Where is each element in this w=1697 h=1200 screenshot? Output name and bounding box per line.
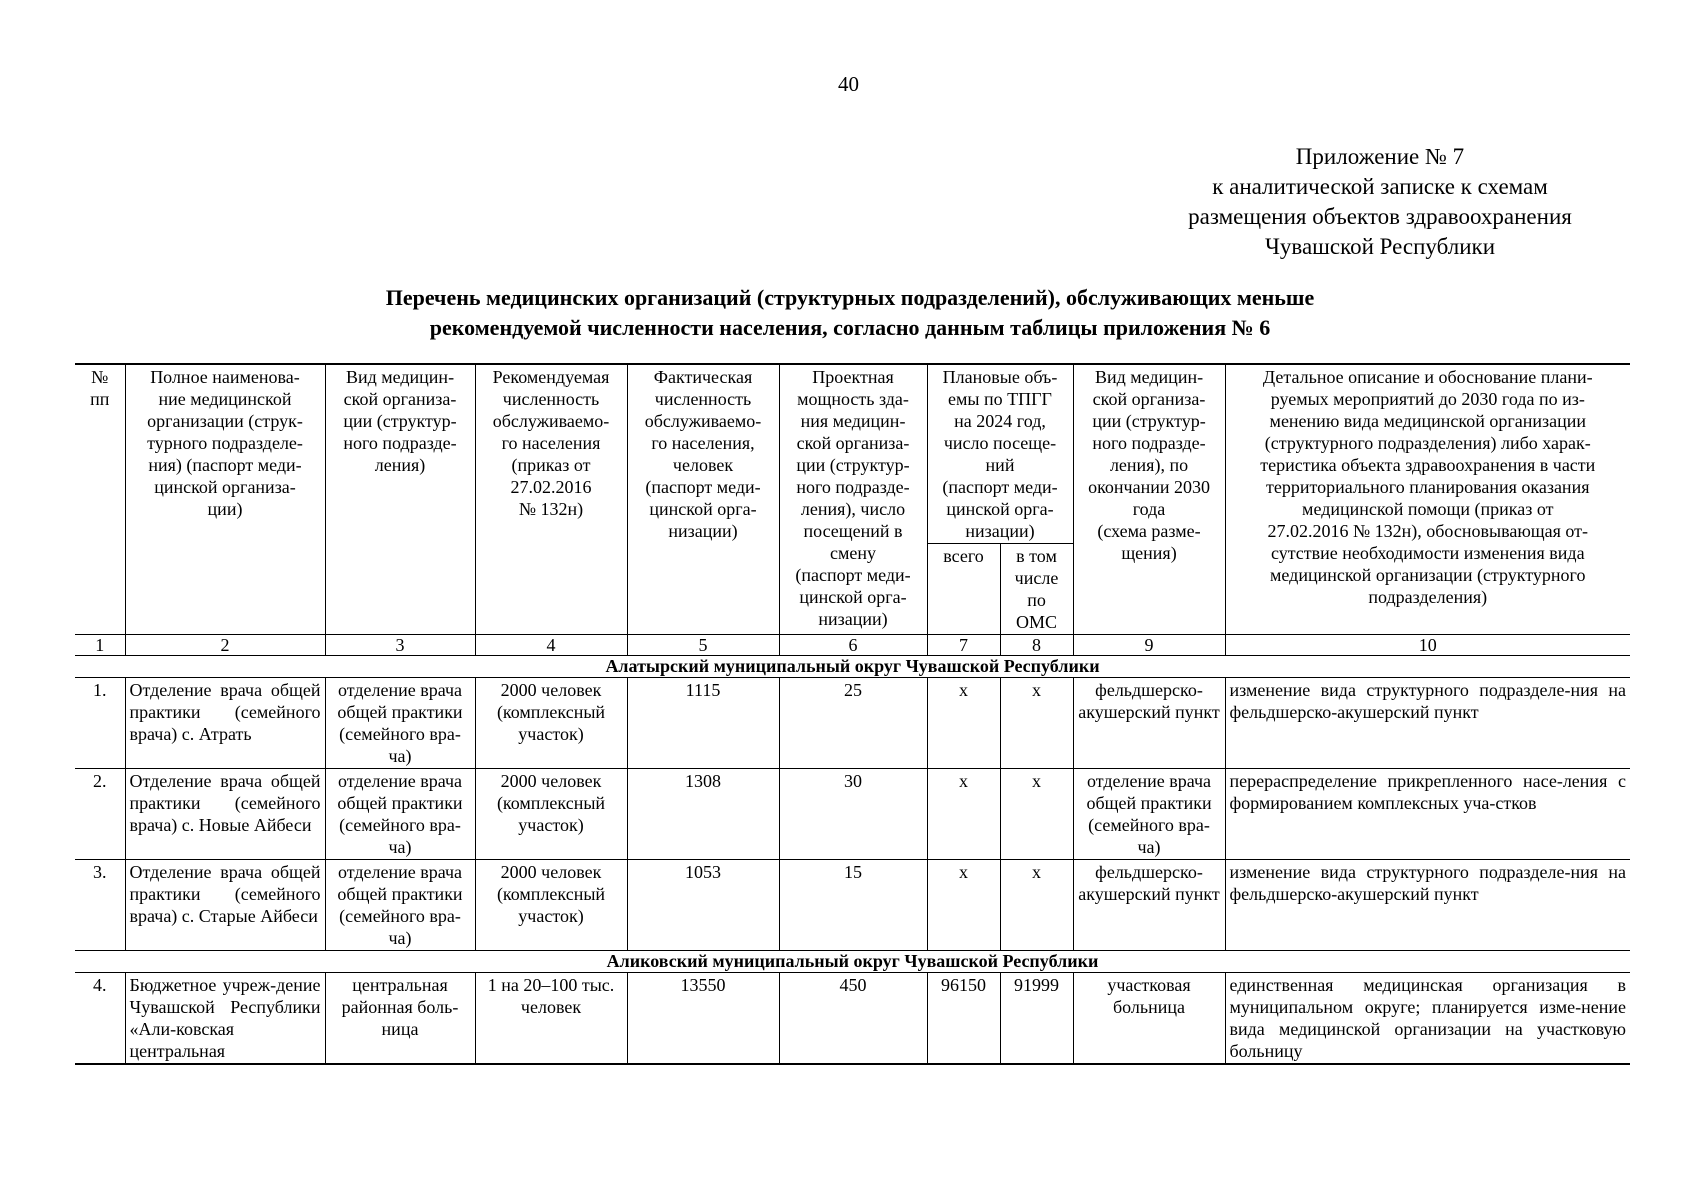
actual-population: 13550 <box>627 973 779 1065</box>
header-cell-total: всего <box>927 544 1000 635</box>
actual-population: 1115 <box>627 678 779 769</box>
planned-visits-total: 96150 <box>927 973 1000 1065</box>
table-row <box>75 973 1630 1065</box>
measure-description: изменение вида структурного подразделе-ния на фельдшерско-акушерский пункт <box>1225 860 1630 951</box>
measure-description: единственная медицинская организация в муниципальном округе; планируется изме-нение вида медицинской организации на участковую больницу <box>1225 973 1630 1065</box>
planned-visits-oms: х <box>1000 860 1073 951</box>
organization-name: Отделение врача общей практики (семейного врача) с. Старые Айбеси <box>125 860 325 951</box>
organization-name: Бюджетное учреж-дение Чувашской Республики «Али-ковская центральная <box>125 973 325 1065</box>
column-number: 3 <box>325 635 475 656</box>
appendix-line: размещения объектов здравоохранения <box>1188 204 1572 229</box>
planned-visits-total: х <box>927 678 1000 769</box>
target-type: участковая больница <box>1073 973 1225 1065</box>
organization-type: отделение врача общей практики (семейного вра-ча) <box>325 678 475 769</box>
organization-type: центральная районная боль-ница <box>325 973 475 1065</box>
table-row <box>75 860 1630 951</box>
section-row <box>75 656 1630 678</box>
column-number: 9 <box>1073 635 1225 656</box>
organization-type: отделение врача общей практики (семейного вра-ча) <box>325 769 475 860</box>
planned-visits-total: х <box>927 860 1000 951</box>
appendix-line: к аналитической записке к схемам <box>1212 174 1548 199</box>
recommended-population: 2000 человек (комплексный участок) <box>475 860 627 951</box>
actual-population: 1053 <box>627 860 779 951</box>
table-row <box>75 678 1630 769</box>
document-title <box>240 283 1460 343</box>
header-cell-number: № пп <box>75 364 125 635</box>
row-number: 3. <box>75 860 125 951</box>
column-number: 4 <box>475 635 627 656</box>
title-line: рекомендуемой численности населения, согласно данным таблицы приложения № 6 <box>429 315 1271 340</box>
page-number: 40 <box>838 72 859 96</box>
header-cell-actual: Фактическая численность обслуживаемо- го населения, человек (паспорт меди- цинской орга- низации) <box>627 364 779 635</box>
actual-population: 1308 <box>627 769 779 860</box>
design-capacity: 15 <box>779 860 927 951</box>
appendix-line: Чувашской Республики <box>1264 234 1496 259</box>
header-cell-recommended: Рекомендуемая численность обслуживаемо- го населения (приказ от 27.02.2016 № 132н) <box>475 364 627 635</box>
recommended-population: 1 на 20–100 тыс. человек <box>475 973 627 1065</box>
organization-type: отделение врача общей практики (семейного вра-ча) <box>325 860 475 951</box>
measure-description: перераспределение прикрепленного насе-ления с формированием комплексных уча-стков <box>1225 769 1630 860</box>
section-row <box>75 951 1630 973</box>
appendix-label <box>1120 142 1640 262</box>
header-cell-capacity: Проектная мощность зда- ния медицин- ской организа- ции (структур- ного подразде- ления), число посещений в смену (паспорт меди- цинской орга- низации) <box>779 364 927 635</box>
planned-visits-oms: 91999 <box>1000 973 1073 1065</box>
target-type: фельдшерско-акушерский пункт <box>1073 860 1225 951</box>
column-number: 6 <box>779 635 927 656</box>
header-cell-planned-volumes: Плановые объ- емы по ТПГГ на 2024 год, число посеще- ний (паспорт меди- цинской орга- низации) <box>927 364 1073 544</box>
target-type: фельдшерско-акушерский пункт <box>1073 678 1225 769</box>
design-capacity: 30 <box>779 769 927 860</box>
target-type: отделение врача общей практики (семейного вра-ча) <box>1073 769 1225 860</box>
organization-name: Отделение врача общей практики (семейного врача) с. Новые Айбеси <box>125 769 325 860</box>
recommended-population: 2000 человек (комплексный участок) <box>475 769 627 860</box>
row-number: 1. <box>75 678 125 769</box>
row-number: 4. <box>75 973 125 1065</box>
column-numbers-row <box>75 635 1630 656</box>
title-line: Перечень медицинских организаций (структурных подразделений), обслуживающих меньше <box>385 285 1315 310</box>
column-number: 7 <box>927 635 1000 656</box>
header-cell-description: Детальное описание и обоснование плани- руемых мероприятий до 2030 года по из- менению вида медицинской организации (структурного подразделения) либо харак- теристика объекта здравоохранения в части территориального планирования оказания медицинской помощи (приказ от 27.02.2016 № 132н), обосновывающая от- сутствие необходимости изменения вида медицинской организации (структурного подразделения) <box>1225 364 1630 635</box>
header-cell-target-type: Вид медицин- ской организа- ции (структур- ного подразде- ления), по окончании 2030 года (схема разме- щения) <box>1073 364 1225 635</box>
table-header-row <box>75 364 1630 544</box>
column-number: 1 <box>75 635 125 656</box>
appendix-line: Приложение № 7 <box>1295 144 1465 169</box>
organization-name: Отделение врача общей практики (семейного врача) с. Атрать <box>125 678 325 769</box>
section-title: Аликовский муниципальный округ Чувашской Республики <box>75 951 1630 973</box>
organizations-table <box>75 363 1630 1065</box>
measure-description: изменение вида структурного подразделе-ния на фельдшерско-акушерский пункт <box>1225 678 1630 769</box>
planned-visits-total: х <box>927 769 1000 860</box>
column-number: 5 <box>627 635 779 656</box>
design-capacity: 450 <box>779 973 927 1065</box>
table-row <box>75 769 1630 860</box>
header-cell-name: Полное наименова- ние медицинской организации (струк- турного подразделе- ния) (паспорт меди- цинской организа- ции) <box>125 364 325 635</box>
design-capacity: 25 <box>779 678 927 769</box>
planned-visits-oms: х <box>1000 678 1073 769</box>
header-cell-oms: в том числе по ОМС <box>1000 544 1073 635</box>
recommended-population: 2000 человек (комплексный участок) <box>475 678 627 769</box>
row-number: 2. <box>75 769 125 860</box>
header-cell-type: Вид медицин- ской организа- ции (структур- ного подразде- ления) <box>325 364 475 635</box>
column-number: 10 <box>1225 635 1630 656</box>
column-number: 2 <box>125 635 325 656</box>
planned-visits-oms: х <box>1000 769 1073 860</box>
column-number: 8 <box>1000 635 1073 656</box>
section-title: Алатырский муниципальный округ Чувашской Республики <box>75 656 1630 678</box>
